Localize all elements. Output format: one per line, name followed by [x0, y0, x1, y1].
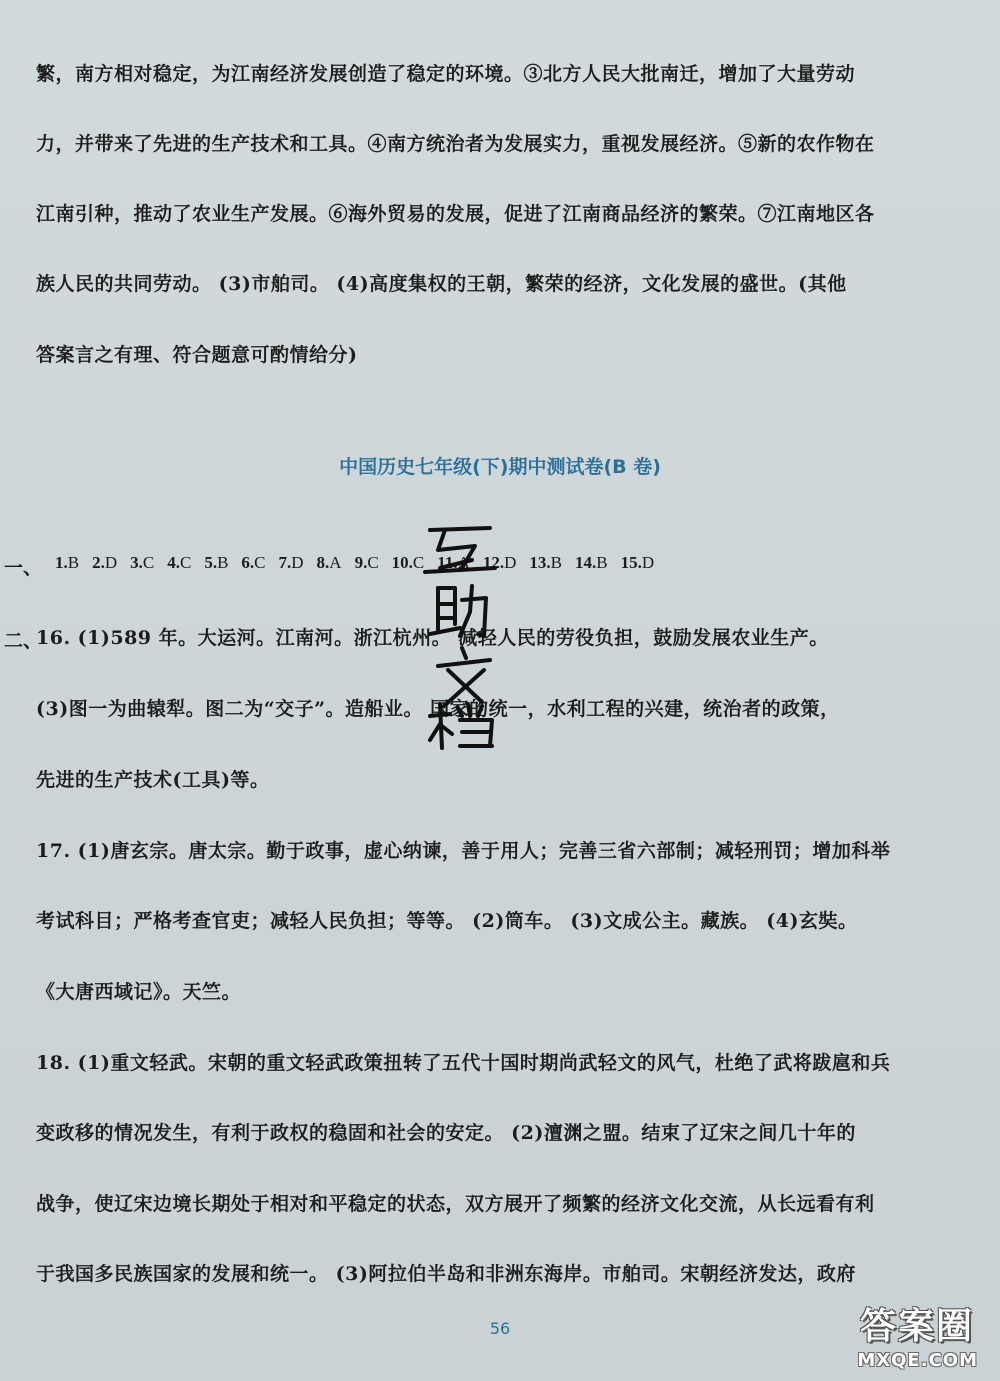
- page-title: 中国历史七年级(下)期中测试卷(B 卷): [339, 456, 661, 478]
- text-line: 先进的生产技术(工具)等。: [36, 769, 270, 791]
- text-line: 16. (1)589 年。大运河。江南河。浙江杭州。 减轻人民的劳役负担，鼓励发展农业生产。: [36, 627, 829, 649]
- text-line: (3)图一为曲辕犁。图二为“交子”。造船业。 国家的统一，水利工程的兴建，统治者的政策，: [36, 698, 840, 720]
- answer-item: 13.B: [529, 553, 562, 572]
- text-line: 战争，使辽宋边境长期处于相对和平稳定的状态，双方展开了频繁的经济文化交流，从长远看有利: [36, 1193, 875, 1215]
- answer-item: 2.D: [92, 553, 118, 572]
- text-line: 江南引种，推动了农业生产发展。⑥海外贸易的发展，促进了江南商品经济的繁荣。⑦江南地区各: [36, 203, 875, 225]
- page-number: 56: [489, 1319, 511, 1338]
- answer-item: 14.B: [574, 553, 608, 572]
- section-label: 一、: [4, 558, 43, 579]
- text-line: 于我国多民族国家的发展和统一。 (3)阿拉伯半岛和非洲东海岸。市舶司。宋朝经济发达，政府: [36, 1263, 856, 1285]
- answer-item: 6.C: [241, 553, 266, 572]
- text-line: 力，并带来了先进的生产技术和工具。④南方统治者为发展实力，重视发展经济。⑤新的农作物在: [36, 133, 875, 155]
- text-line: 族人民的共同劳动。 (3)市舶司。 (4)高度集权的王朝，繁荣的经济，文化发展的盛世。(其他: [36, 273, 847, 295]
- answer-item: 15.D: [620, 553, 655, 572]
- answer-item: 10.C: [391, 553, 425, 572]
- answer-item: 1.B: [55, 553, 80, 572]
- answer-item: 5.B: [204, 553, 229, 572]
- answer-item: 3.C: [130, 553, 155, 572]
- watermark-url: MXQE.COM: [857, 1350, 978, 1371]
- answer-item: 9.C: [354, 553, 379, 572]
- answer-item: 7.D: [278, 553, 304, 572]
- answer-item: 8.A: [316, 553, 342, 572]
- watermark-logo: [842, 1295, 992, 1375]
- text-line: 18. (1)重文轻武。宋朝的重文轻武政策扭转了五代十国时期尚武轻文的风气，杜绝了武将跋扈和兵: [36, 1052, 891, 1074]
- text-line: 答案言之有理、符合题意可酌情给分): [36, 344, 358, 366]
- multiple-choice-answers: [4, 553, 654, 580]
- text-line: 繁，南方相对稳定，为江南经济发展创造了稳定的环境。③北方人民大批南迁，增加了大量劳动: [36, 63, 856, 85]
- text-line: 考试科目；严格考查官吏；减轻人民负担；等等。 (2)筒车。 (3)文成公主。藏族。 (4)玄奘。: [36, 910, 858, 932]
- answer-item: 12.D: [482, 553, 517, 572]
- text-line: 《大唐西域记》。天竺。: [36, 981, 242, 1003]
- answer-item: 4.C: [167, 553, 192, 572]
- section-label: 二、: [4, 630, 43, 652]
- text-line: 17. (1)唐玄宗。唐太宗。勤于政事，虚心纳谏，善于用人；完善三省六部制；减轻刑罚；增加科举: [36, 840, 891, 862]
- handwritten-stamp: [400, 520, 510, 750]
- watermark-cn: 答案圈: [859, 1306, 974, 1347]
- text-line: 变政移的情况发生，有利于政权的稳固和社会的安定。 (2)澶渊之盟。结束了辽宋之间几十年的: [36, 1122, 856, 1144]
- answer-item: 11.A: [437, 553, 470, 572]
